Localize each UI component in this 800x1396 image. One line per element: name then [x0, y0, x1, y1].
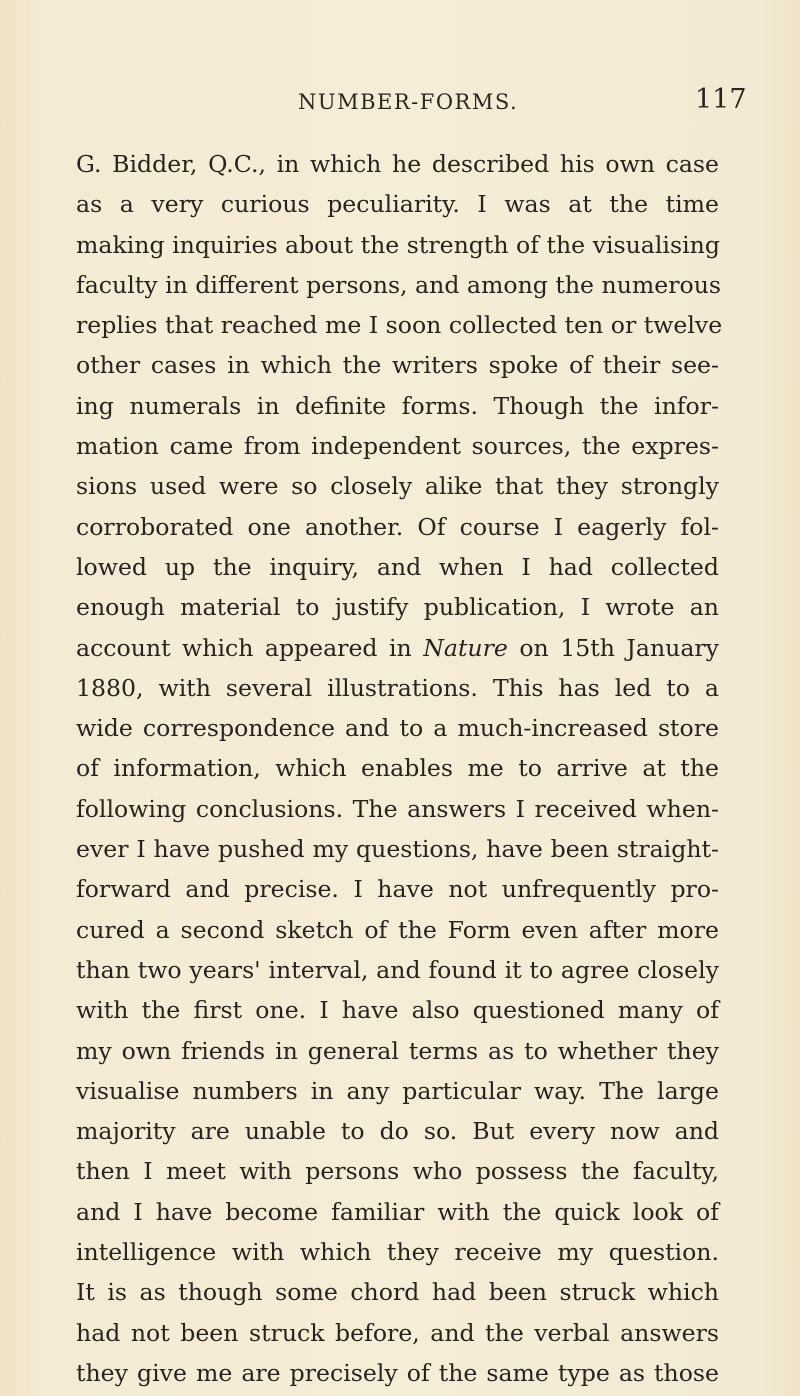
page-header: [0, 84, 800, 124]
text-line: G. Bidder, Q.C., in which he described his own case: [76, 150, 719, 178]
text-line: cured a second sketch of the Form even after more: [76, 915, 719, 944]
text-line: other cases in which the writers spoke of their see-: [76, 351, 719, 380]
text-line: replies that reached me I soon collected ten or twelve: [76, 311, 723, 340]
text-line: and I have become familiar with the quick look of: [76, 1197, 719, 1226]
text-line: sions used were so closely alike that they strongly: [76, 472, 719, 501]
text-line: making inquiries about the strength of the visualising: [76, 230, 720, 259]
text-line: ing numerals in definite forms. Though the infor-: [76, 391, 719, 420]
text-line: majority are unable to do so. But every now and: [76, 1117, 719, 1146]
body-text: [76, 144, 723, 1393]
text-line: intelligence with which they receive my question.: [76, 1238, 719, 1267]
text-line: of information, which enables me to arrive at the: [76, 754, 719, 783]
text-line: enough material to justify publication, I wrote an: [76, 593, 719, 622]
running-head: NUMBER-FORMS.: [298, 90, 519, 114]
text-line: than two years' interval, and found it to agree closely: [76, 955, 719, 984]
text-line: my own friends in general terms as to whether they: [76, 1036, 719, 1065]
text-line: had not been struck before, and the verbal answers: [76, 1318, 719, 1347]
text-line: wide correspondence and to a much-increased store: [76, 714, 719, 743]
italic-periodical-title: Nature: [423, 633, 508, 662]
text-line: following conclusions. The answers I received when-: [76, 794, 719, 823]
text-line-with-italic-title: account which appeared in Nature on 15th January: [76, 633, 720, 662]
text-line: they give me are precisely of the same type as those: [76, 1358, 719, 1387]
text-line: as a very curious peculiarity. I was at the time: [76, 190, 719, 219]
text-line: 1880, with several illustrations. This has led to a: [76, 673, 719, 702]
text-line: visualise numbers in any particular way. The large: [76, 1076, 719, 1105]
page-number: 117: [695, 84, 747, 115]
text-line: mation came from independent sources, the expres-: [76, 432, 719, 461]
text-line: ever I have pushed my questions, have been straight-: [76, 835, 719, 864]
text-line: forward and precise. I have not unfrequently pro-: [76, 875, 719, 904]
text-line: corroborated one another. Of course I eagerly fol-: [76, 512, 719, 541]
text-line: lowed up the inquiry, and when I had collected: [76, 552, 719, 581]
text-line: faculty in different persons, and among the numerous: [76, 270, 722, 299]
text-line: then I meet with persons who possess the faculty,: [76, 1157, 719, 1186]
text-line: It is as though some chord had been struck which: [76, 1278, 719, 1307]
text-line: with the first one. I have also questioned many of: [76, 996, 719, 1025]
